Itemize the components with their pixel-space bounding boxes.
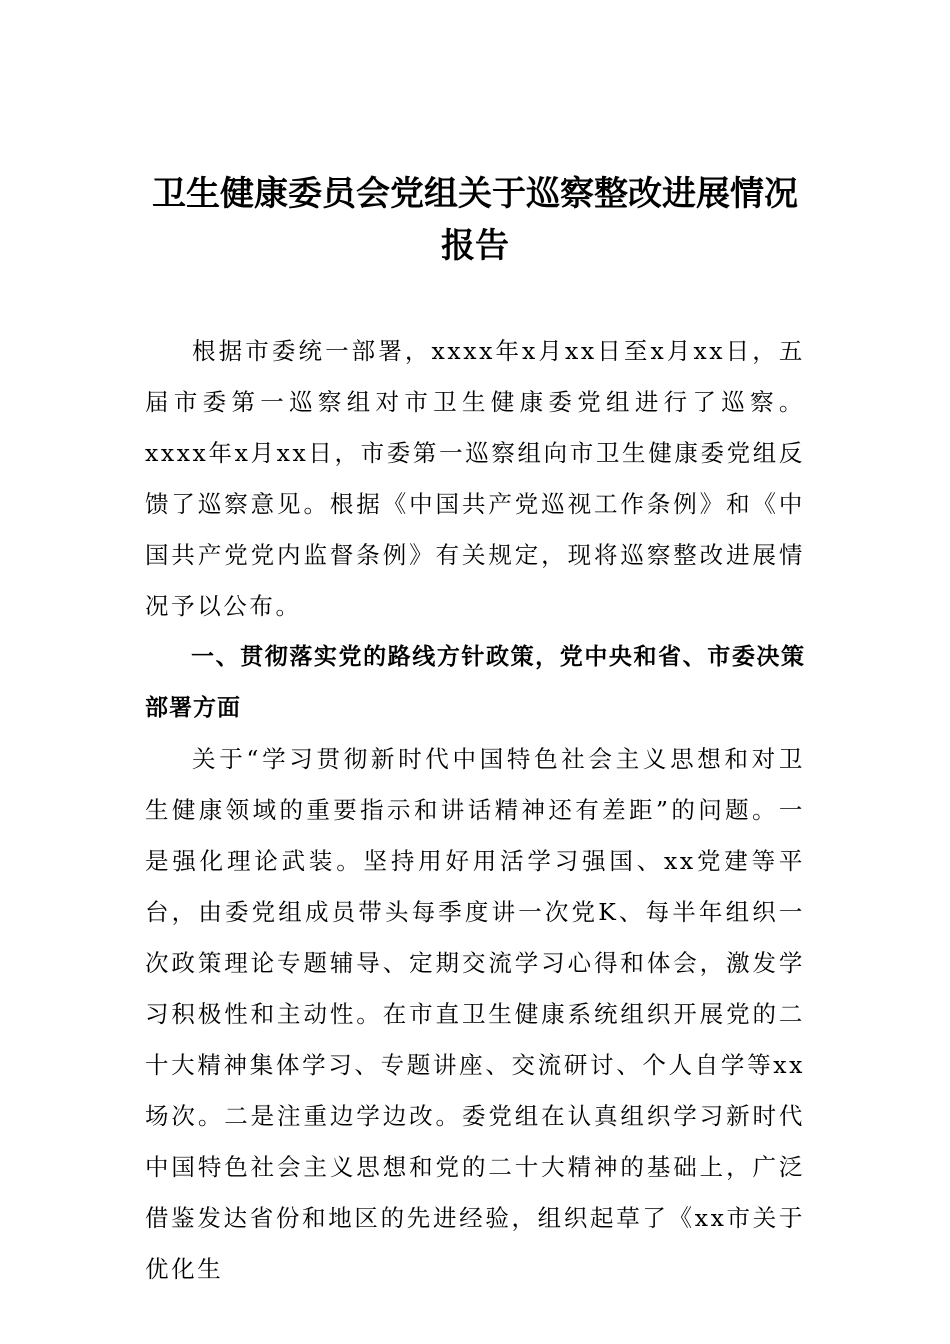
section-1-paragraph: 关于“学习贯彻新时代中国特色社会主义思想和对卫生健康领域的重要指示和讲话精神还有差距”的问题。一是强化理论武装。坚持用好用活学习强国、xx党建等平台，由委党组成员带头每季度讲一次党K、每半年组织一次政策理论专题辅导、定期交流学习心得和体会，激发学习积极性和主动性。在市直卫生健康系统组织开展党的二十大精神集体学习、专题讲座、交流研讨、个人自学等xx场次。二是注重边学边改。委党组在认真组织学习新时代中国特色社会主义思想和党的二十大精神的基础上，广泛借鉴发达省份和地区的先进经验，组织起草了《xx市关于优化生 xyxy=(145,745,805,1283)
document-title: 卫生健康委员会党组关于巡察整改进展情况报告 xyxy=(152,174,798,266)
document-body xyxy=(145,326,805,1295)
section-heading-1: 一、贯彻落实党的路线方针政策，党中央和省、市委决策部署方面 xyxy=(145,644,805,721)
intro-paragraph: 根据市委统一部署，xxxx年x月xx日至x月xx日，五届市委第一巡察组对市卫生健康委党组进行了巡察。xxxx年x月xx日，市委第一巡察组向市卫生健康委党组反馈了巡察意见。根据《中国共产党巡视工作条例》和《中国共产党党内监督条例》有关规定，现将巡察整改进展情况予以公布。 xyxy=(145,337,805,620)
